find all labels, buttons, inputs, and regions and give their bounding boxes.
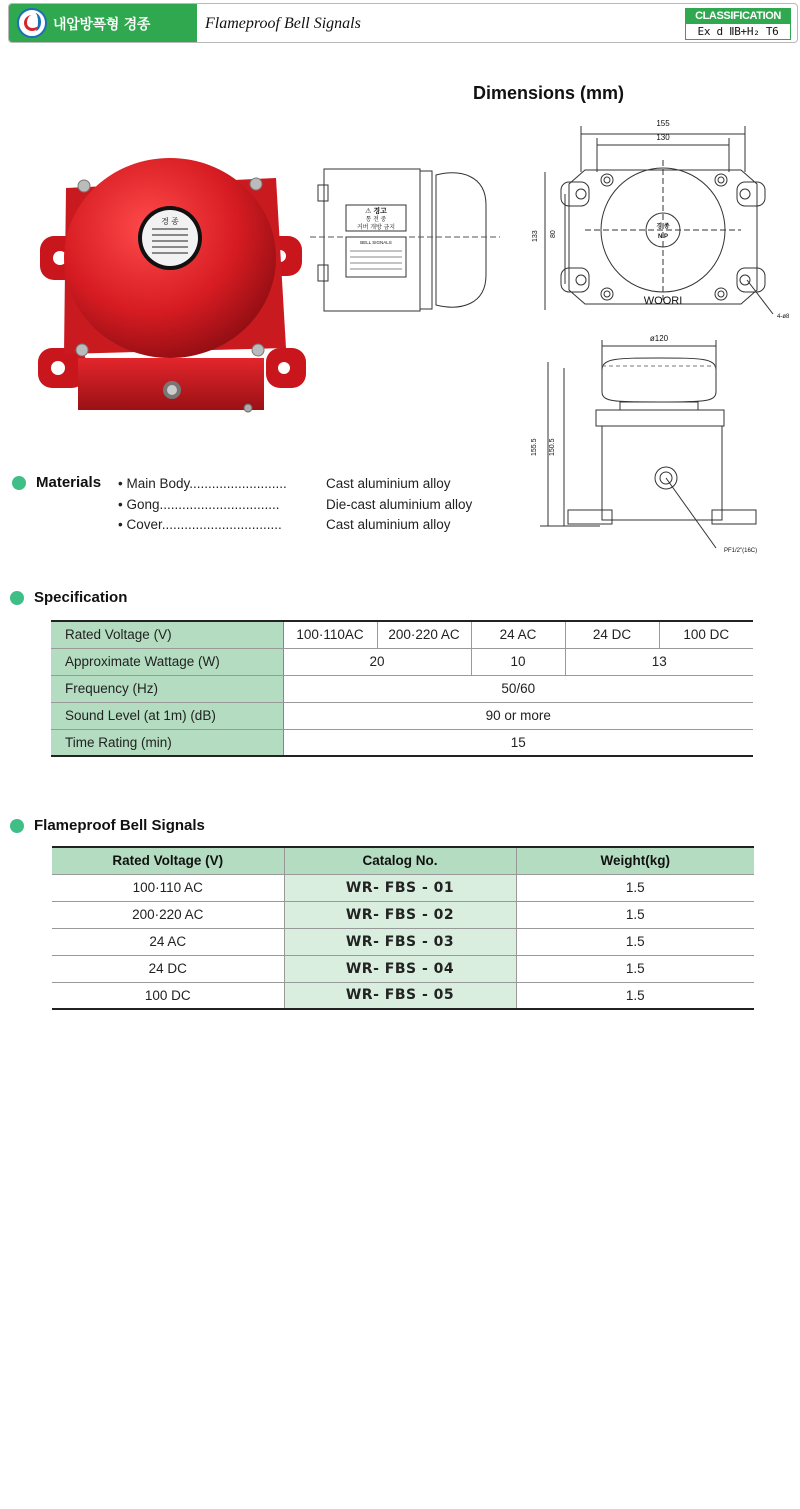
table-row: 100 DC WR- FBS - 05 1.5: [52, 982, 754, 1009]
catalog-table: [52, 846, 754, 1010]
company-logo-icon: [17, 8, 47, 38]
header-korean-title: 내압방폭형 경종: [53, 17, 151, 33]
classification-box: [685, 8, 791, 40]
specification-title: Specification: [34, 589, 128, 606]
material-row-gong: • Gong................................ Die-cast aluminium alloy: [118, 497, 473, 512]
catalog-title: Flameproof Bell Signals: [34, 817, 205, 834]
warning-line2: 커버 개방 금지: [356, 225, 396, 231]
material-row-main-body: • Main Body.......................... Cast aluminium alloy: [118, 476, 451, 491]
dim-133: 133: [532, 230, 539, 242]
front-view-drawing: [520, 330, 790, 555]
warning-title: ⚠ 경고: [365, 208, 387, 215]
header-title: Flameproof Bell Signals: [205, 15, 361, 32]
table-row: Sound Level (at 1m) (dB) 90 or more: [51, 702, 753, 729]
table-row: Frequency (Hz) 50/60: [51, 675, 753, 702]
top-view-label-1: 경 종: [656, 224, 670, 230]
warning-line1: 통 전 중: [365, 217, 387, 223]
dim-pf: PF1/2"(16C): [724, 548, 758, 554]
nameplate-title: BELL SIGNALS: [360, 240, 392, 245]
dim-1505: 150.5: [549, 438, 556, 456]
table-row: Rated Voltage (V) 100·110AC 200·220 AC 24 AC 24 DC 100 DC: [51, 621, 753, 648]
classification-value: Ex d ⅡB+H₂ T6: [686, 24, 790, 39]
dimensions-title: Dimensions (mm): [473, 83, 625, 103]
materials-title: Materials: [36, 474, 102, 491]
catalog-header: [10, 817, 205, 834]
dim-155-top: 155: [656, 119, 670, 128]
section-bullet-icon: [10, 591, 24, 605]
specification-header: [10, 589, 127, 606]
bell-product-photo: [36, 158, 308, 420]
dim-130: 130: [656, 133, 670, 142]
material-row-cover: • Cover................................ Cast aluminium alloy: [118, 517, 451, 532]
top-view-label-2: N.P: [657, 234, 669, 240]
dim-holes: 4-ø8: [777, 314, 790, 320]
brand-label: WOORI: [643, 295, 683, 307]
section-bullet-icon: [12, 476, 26, 490]
dim-120: ø120: [649, 334, 669, 343]
top-view-drawing: [525, 112, 795, 322]
section-bullet-icon: [10, 819, 24, 833]
table-row: Time Rating (min) 15: [51, 729, 753, 756]
classification-label: CLASSIFICATION: [686, 9, 790, 24]
table-row: 200·220 AC WR- FBS - 02 1.5: [52, 901, 754, 928]
bell-label-text: 경 종: [161, 217, 179, 226]
table-row: 24 AC WR- FBS - 03 1.5: [52, 928, 754, 955]
header-green-tab: [9, 4, 197, 42]
table-row: Approximate Wattage (W) 20 10 13: [51, 648, 753, 675]
table-row: 100·110 AC WR- FBS - 01 1.5: [52, 874, 754, 901]
dim-80: 80: [550, 230, 557, 238]
table-row: 24 DC WR- FBS - 04 1.5: [52, 955, 754, 982]
table-header-row: Rated Voltage (V) Catalog No. Weight(kg): [52, 847, 754, 874]
dim-1555: 155.5: [531, 438, 538, 456]
page-header: [8, 3, 798, 43]
specification-table: [51, 620, 753, 757]
materials-header: [12, 474, 101, 491]
side-view-drawing: [310, 165, 500, 315]
